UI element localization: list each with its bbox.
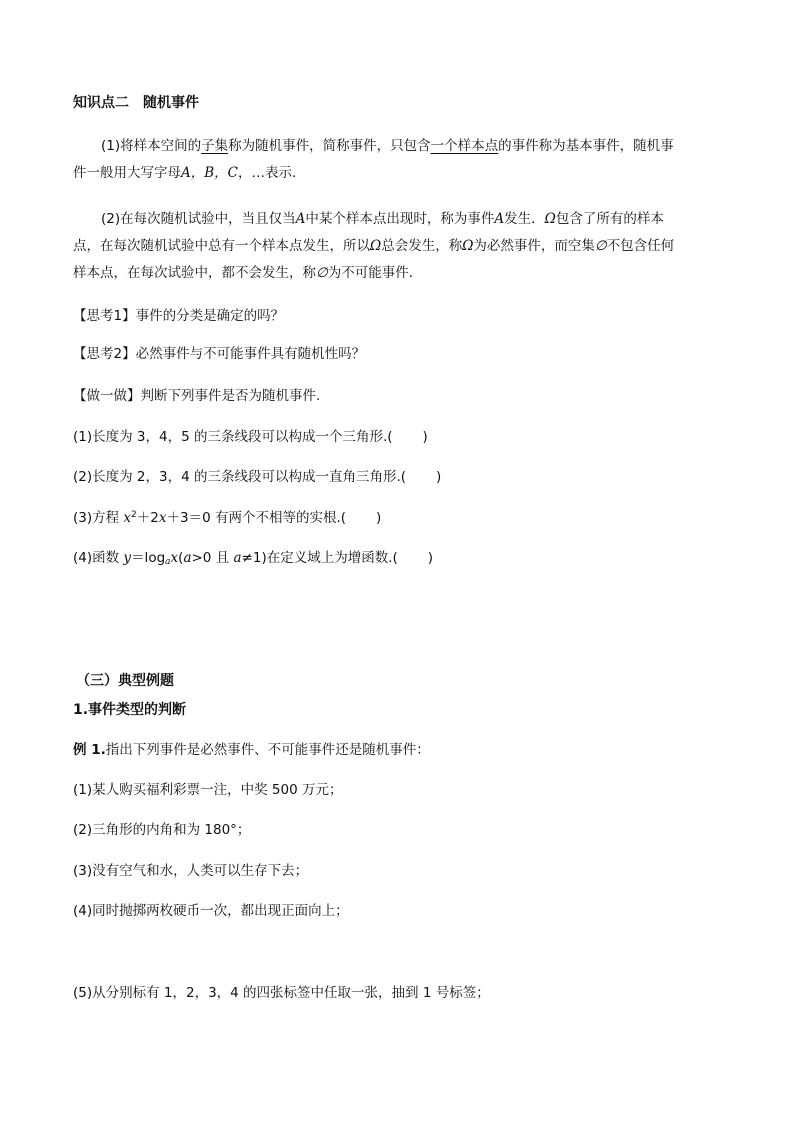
underlined-term-sample-point: 一个样本点: [430, 138, 499, 154]
para2-line2: 点，在每次随机试验中总有一个样本点发生，所以Ω总会发生，称Ω为必然事件，而空集∅不包含任何: [73, 238, 675, 254]
example-item-5: (5)从分别标有 1，2，3，4 的四张标签中任取一张，抽到 1 号标签；: [73, 985, 490, 1001]
section-title: 知识点二 随机事件: [73, 95, 199, 111]
example-1-prompt: 例 1.指出下列事件是必然事件、不可能事件还是随机事件：: [73, 742, 430, 758]
try-item-3: (3)方程 $x^2+2x+3=0$ 有两个不相等的实根.( ): [73, 510, 382, 526]
para2-line1: (2)在每次随机试验中，当且仅当A中某个样本点出现时，称为事件A发生．Ω包含了所有的样本: [101, 211, 664, 227]
think-question-1: 【思考1】事件的分类是确定的吗？: [73, 308, 285, 324]
try-it-prompt: 【做一做】判断下列事件是否为随机事件.: [73, 388, 321, 404]
para1-line1: (1)将样本空间的子集称为随机事件，简称事件，只包含一个样本点的事件称为基本事件，随机事: [101, 138, 674, 154]
example-item-1: (1)某人购买福利彩票一注，中奖 500 万元；: [73, 782, 343, 798]
try-item-2: (2)长度为 2，3，4 的三条线段可以构成一直角三角形.( ): [73, 469, 442, 485]
para2-line3: 样本点，在每次试验中，都不会发生，称∅为不可能事件．: [73, 265, 423, 281]
example-item-4: (4)同时抛掷两枚硬币一次，都出现正面向上；: [73, 903, 349, 919]
example-item-2: (2)三角形的内角和为 180°；: [73, 822, 251, 838]
section3-title: （三）典型例题: [76, 673, 174, 689]
subsection-title: 1.事件类型的判断: [73, 702, 187, 718]
try-item-4: (4)函数 $y=\log_ax(a>0$ 且 a≠1)在定义域上为增函数.( ): [73, 550, 434, 567]
try-item-1: (1)长度为 3，4，5 的三条线段可以构成一个三角形.( ): [73, 429, 428, 445]
underlined-term-subset: 子集: [201, 138, 229, 154]
example-label: 例 1.: [73, 742, 106, 758]
para1-line2: 件一般用大写字母A，B，C，…表示．: [73, 165, 306, 181]
example-item-3: (3)没有空气和水，人类可以生存下去；: [73, 863, 309, 879]
think-question-2: 【思考2】必然事件与不可能事件具有随机性吗？: [73, 346, 366, 362]
